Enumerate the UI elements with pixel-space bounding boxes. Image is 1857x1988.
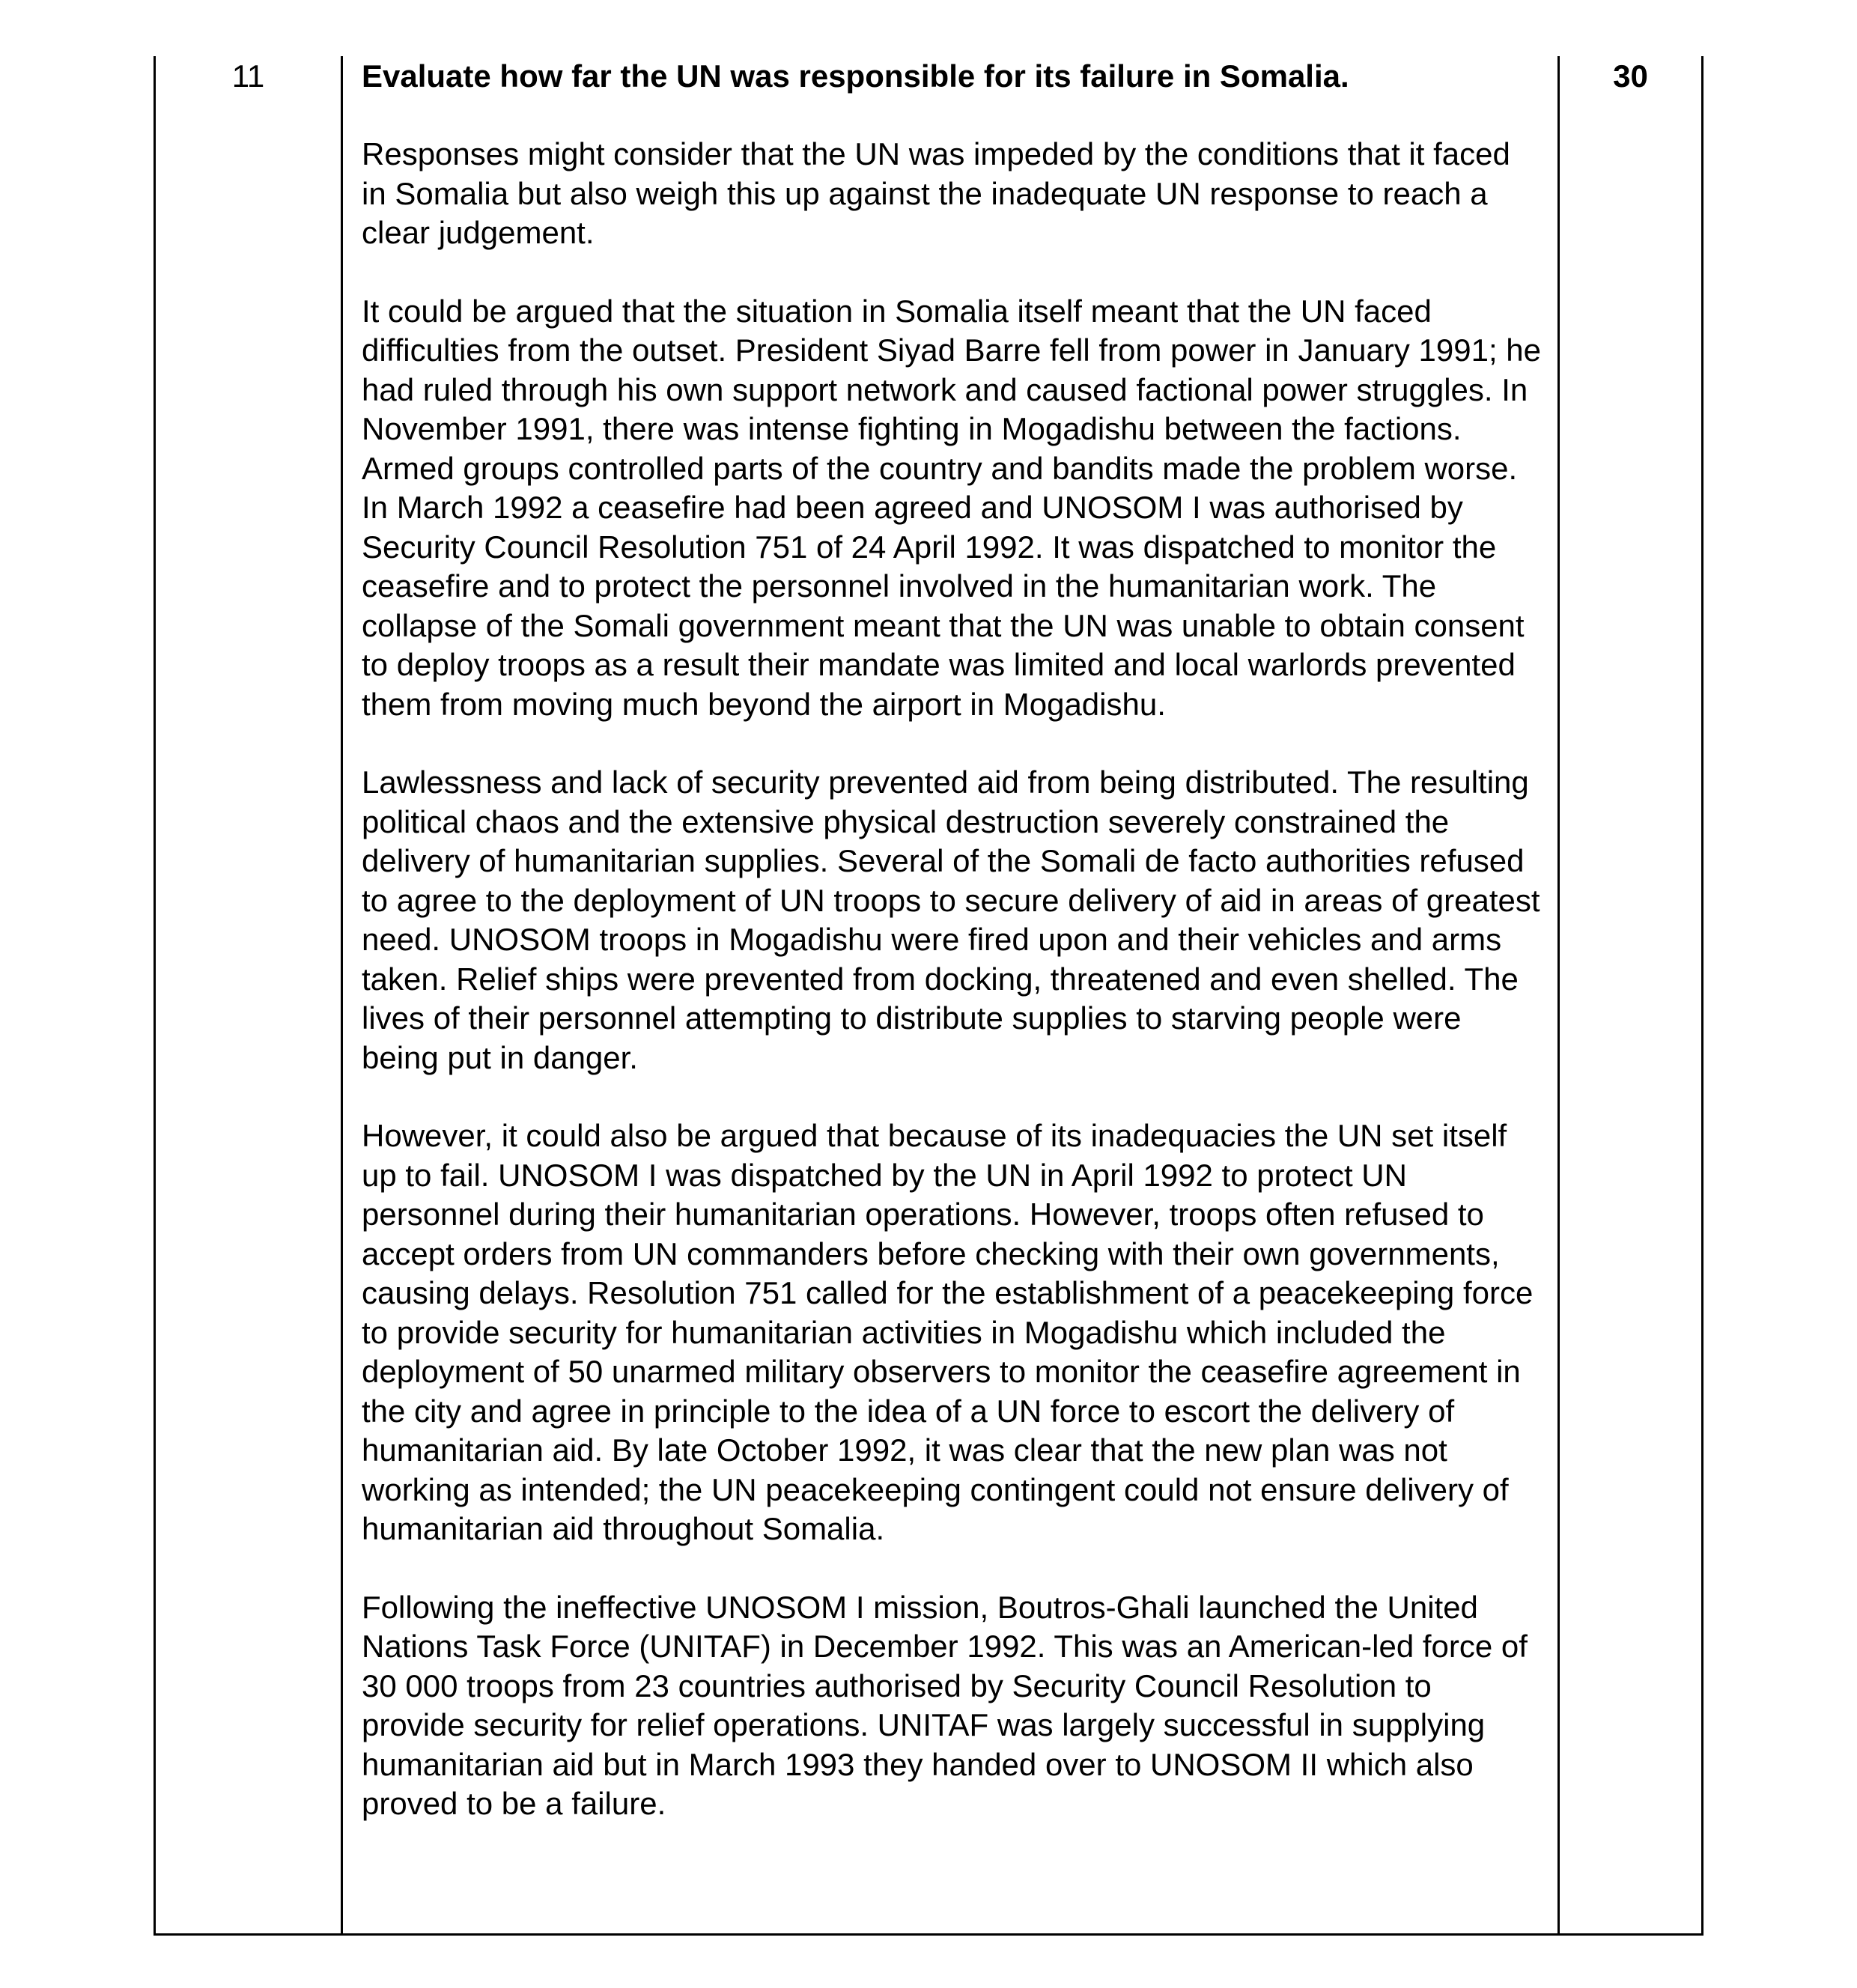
marks-cell [1560, 56, 1701, 1933]
question-number-cell [156, 56, 343, 1933]
guidance-paragraph: Following the ineffective UNOSOM I mission, Boutros-Ghali launched the United Nations Task Force (UNITAF) in December 1992. This was an American-led force of 30 000 troops from 23 countries authorised by Security Council Resolution to provide security for relief operations. UNITAF was largely successful in supplying humanitarian aid but in March 1993 they handed over to UNOSOM II which also proved to be a failure. [362, 1589, 1528, 1821]
marks-value: 30 [1613, 58, 1648, 94]
guidance-paragraph: It could be argued that the situation in Somalia itself meant that the UN faced difficulties from the outset. President Siyad Barre fell from power in January 1991; he had ruled through his own support network and caused factional power struggles. In November 1991, there was intense fighting in Mogadishu between the factions. Armed groups controlled parts of the country and bandits made the problem worse. In March 1992 a ceasefire had been agreed and UNOSOM I was authorised by Security Council Resolution 751 of 24 April 1992. It was dispatched to monitor the ceasefire and to protect the personnel involved in the humanitarian work. The collapse of the Somali government meant that the UN was unable to obtain consent to deploy troops as a result their mandate was limited and local warlords prevented them from moving much beyond the airport in Mogadishu. [362, 293, 1542, 722]
guidance-paragraph: Lawlessness and lack of security prevented aid from being distributed. The resulting political chaos and the extensive physical destruction severely constrained the delivery of humanitarian supplies. Several of the Somali de facto authorities refused to agree to the deployment of UN troops to secure delivery of aid in areas of greatest need. UNOSOM troops in Mogadishu were fired upon and their vehicles and arms taken. Relief ships were prevented from docking, threatened and even shelled. The lives of their personnel attempting to distribute supplies to starving people were being put in danger. [362, 765, 1540, 1075]
mark-scheme-table [154, 56, 1703, 1936]
guidance-paragraph: However, it could also be argued that because of its inadequacies the UN set itself up to fail. UNOSOM I was dispatched by the UN in April 1992 to protect UN personnel during their humanitarian operations. However, troops often refused to accept orders from UN commanders before checking with their own governments, causing delays. Resolution 751 called for the establishment of a peacekeeping force to provide security for humanitarian activities in Mogadishu which included the deployment of 50 unarmed military observers to monitor the ceasefire agreement in the city and agree in principle to the idea of a UN force to escort the delivery of humanitarian aid. By late October 1992, it was clear that the new plan was not working as intended; the UN peacekeeping contingent could not ensure delivery of humanitarian aid throughout Somalia. [362, 1118, 1534, 1546]
question-text: Evaluate how far the UN was responsible for its failure in Somalia. [362, 58, 1349, 94]
guidance-paragraph: Responses might consider that the UN was impeded by the conditions that it faced in Somalia but also weigh this up against the inadequate UN response to reach a clear judgement. [362, 136, 1510, 250]
question-number: 11 [231, 58, 265, 94]
answer-guidance-cell [343, 56, 1560, 1933]
